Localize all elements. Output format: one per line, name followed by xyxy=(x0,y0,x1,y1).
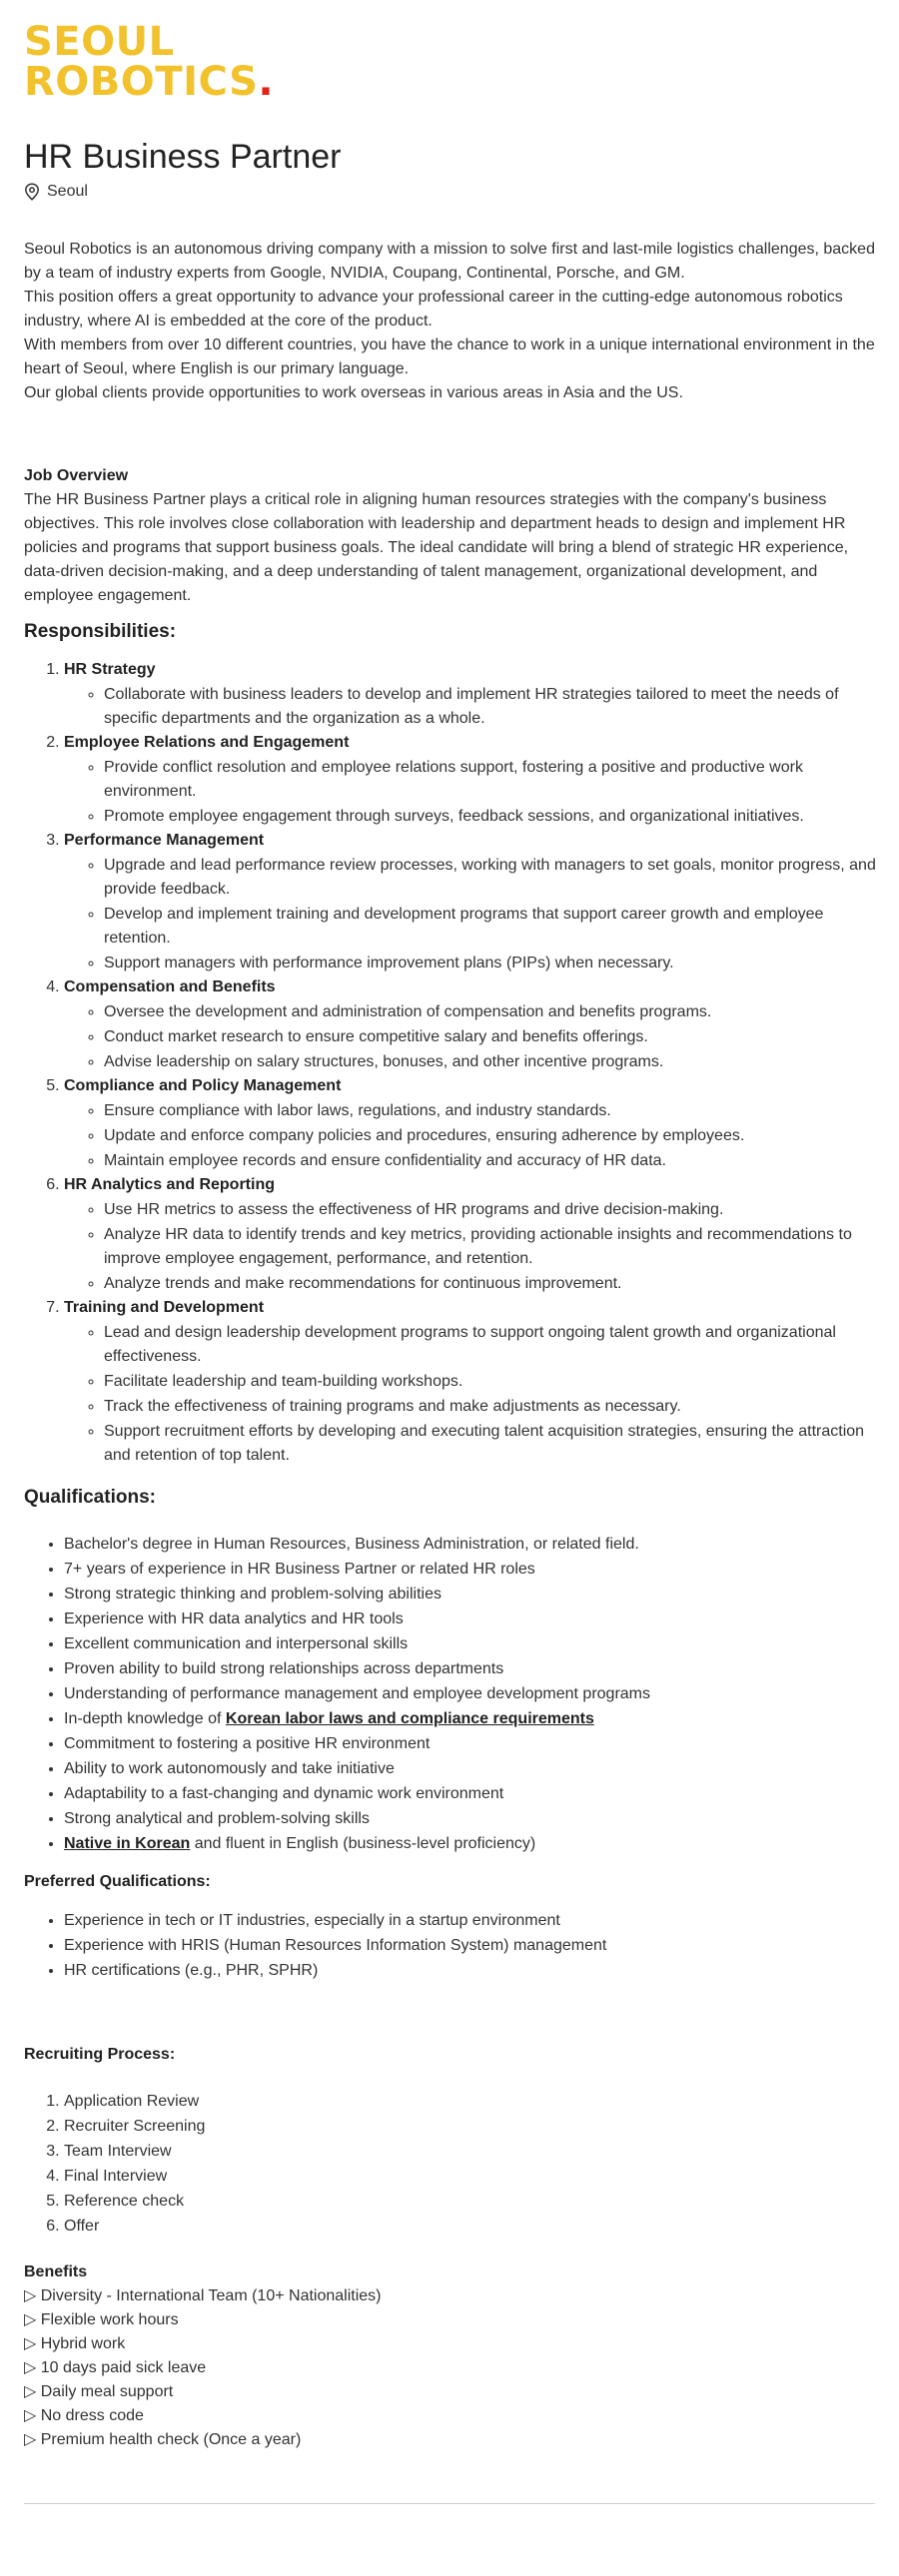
location-text: Seoul xyxy=(47,183,88,200)
benefit-item: ▷ Flexible work hours xyxy=(24,2311,179,2328)
responsibility-title: Compliance and Policy Management xyxy=(64,1077,342,1094)
responsibility-title: HR Analytics and Reporting xyxy=(64,1176,275,1193)
korean-labor-laws-link[interactable]: Korean labor laws and compliance requirements xyxy=(225,1710,594,1727)
recruiting-step: 4. Final Interview xyxy=(64,2165,885,2189)
benefit-item: ▷ Premium health check (Once a year) xyxy=(24,2431,302,2448)
responsibility-title: Performance Management xyxy=(64,832,265,849)
responsibilities-list xyxy=(24,658,885,1468)
recruiting-step: 3. Team Interview xyxy=(64,2140,885,2164)
responsibility-point: ◦ Update and enforce company policies and procedures, ensuring adherence by employees. xyxy=(104,1124,885,1148)
intro-paragraph: Seoul Robotics is an autonomous driving company with a mission to solve first and last-mile logistics challenges, backed by a team of industry experts from Google, NVIDIA, Coupang, Continental, Porsche, and GM. xyxy=(24,241,875,282)
preferred-qualifications-list xyxy=(24,1909,885,1983)
responsibility-point: ◦ Upgrade and lead performance review processes, working with managers to set goals, monitor progress, and provide feedback. xyxy=(104,854,885,902)
benefit-item: ▷ Daily meal support xyxy=(24,2383,174,2400)
footer-divider xyxy=(24,2503,875,2504)
responsibility-item xyxy=(64,1173,885,1296)
intro-paragraph: Our global clients provide opportunities to work overseas in various areas in Asia and the US. xyxy=(24,384,683,401)
benefit-item: ▷ Hybrid work xyxy=(24,2335,126,2352)
preferred-qualification-item: • HR certifications (e.g., PHR, SPHR) xyxy=(64,1959,885,1983)
logo-line-1: SEOUL xyxy=(24,19,175,65)
responsibility-point: ◦ Develop and implement training and development programs that support career growth and employee retention. xyxy=(104,903,885,951)
responsibility-title: Training and Development xyxy=(64,1299,265,1316)
preferred-qualification-item: • Experience in tech or IT industries, especially in a startup environment xyxy=(64,1909,885,1933)
qualification-item: • Experience with HR data analytics and HR tools xyxy=(64,1608,885,1631)
responsibility-title: Employee Relations and Engagement xyxy=(64,734,350,751)
qualification-item xyxy=(64,1707,885,1731)
recruiting-step: 1. Application Review xyxy=(64,2090,885,2114)
benefit-item: ▷ 10 days paid sick leave xyxy=(24,2359,207,2376)
recruiting-step: 6. Offer xyxy=(64,2215,885,2239)
job-overview-text: The HR Business Partner plays a critical role in aligning human resources strategies with the company's business objectives. This role involves close collaboration with leadership and department heads to design and implement HR policies and programs that support business goals. The ideal candidate will bring a blend of strategic HR experience, data-driven decision-making, and a deep understanding of talent management, organizational development, and employee engagement. xyxy=(24,491,849,604)
recruiting-step: 2. Recruiter Screening xyxy=(64,2115,885,2139)
responsibility-point: ◦ Conduct market research to ensure competitive salary and benefits offerings. xyxy=(104,1025,885,1049)
responsibility-item xyxy=(64,1074,885,1173)
responsibility-point: ◦ Provide conflict resolution and employee relations support, fostering a positive and productive work environment. xyxy=(104,756,885,804)
qualification-item: • Proven ability to build strong relationships across departments xyxy=(64,1657,885,1681)
responsibility-item xyxy=(64,658,885,731)
responsibility-point: ◦ Lead and design leadership development programs to support ongoing talent growth and organizational effectiveness. xyxy=(104,1321,885,1369)
qualifications-list xyxy=(24,1533,885,1856)
responsibilities-heading: Responsibilities: xyxy=(24,621,177,642)
preferred-qualification-item: • Experience with HRIS (Human Resources Information System) management xyxy=(64,1934,885,1958)
qualification-item: • Strong analytical and problem-solving skills xyxy=(64,1807,885,1831)
job-location xyxy=(24,183,88,201)
benefits-heading: Benefits xyxy=(24,2263,88,2280)
intro-paragraph: This position offers a great opportunity to advance your professional career in the cutting-edge autonomous robotics industry, where AI is embedded at the core of the product. xyxy=(24,289,843,329)
responsibility-point: ◦ Support managers with performance improvement plans (PIPs) when necessary. xyxy=(104,952,885,975)
intro-paragraph: With members from over 10 different countries, you have the chance to work in a unique international environment in the heart of Seoul, where English is our primary language. xyxy=(24,336,875,377)
qualification-text: and fluent in English (business-level proficiency) xyxy=(190,1835,536,1852)
qualification-item: • Commitment to fostering a positive HR environment xyxy=(64,1732,885,1756)
responsibility-item xyxy=(64,731,885,829)
qualification-item: • Adaptability to a fast-changing and dynamic work environment xyxy=(64,1782,885,1806)
recruiting-step: 5. Reference check xyxy=(64,2190,885,2214)
qualification-item: • 7+ years of experience in HR Business Partner or related HR roles xyxy=(64,1558,885,1582)
job-title: HR Business Partner xyxy=(24,138,342,176)
qualifications-heading: Qualifications: xyxy=(24,1487,156,1508)
responsibility-point: ◦ Collaborate with business leaders to develop and implement HR strategies tailored to meet the needs of specific departments and the organization as a whole. xyxy=(104,683,885,731)
responsibility-item xyxy=(64,1296,885,1468)
responsibility-point: ◦ Analyze trends and make recommendations for continuous improvement. xyxy=(104,1272,885,1296)
responsibility-item xyxy=(64,975,885,1074)
responsibility-point: ◦ Support recruitment efforts by developing and executing talent acquisition strategies, ensuring the attraction and retention of top talent. xyxy=(104,1420,885,1468)
qualification-item: • Excellent communication and interpersonal skills xyxy=(64,1632,885,1656)
qualification-item: • Ability to work autonomously and take initiative xyxy=(64,1757,885,1781)
logo-line-2-text: ROBOTICS xyxy=(24,59,259,105)
responsibility-point: ◦ Use HR metrics to assess the effectiveness of HR programs and drive decision-making. xyxy=(104,1198,885,1222)
preferred-qualifications-heading: Preferred Qualifications: xyxy=(24,1873,211,1890)
responsibility-point: ◦ Oversee the development and administration of compensation and benefits programs. xyxy=(104,1000,885,1024)
responsibility-point: ◦ Advise leadership on salary structures, bonuses, and other incentive programs. xyxy=(104,1050,885,1074)
logo-dot: . xyxy=(258,59,275,105)
responsibility-point: ◦ Analyze HR data to identify trends and key metrics, providing actionable insights and recommendations to improve employee engagement, performance, and retention. xyxy=(104,1223,885,1271)
recruiting-process-list xyxy=(24,2090,885,2239)
responsibility-point: ◦ Promote employee engagement through surveys, feedback sessions, and organizational initiatives. xyxy=(104,805,885,829)
location-pin-icon xyxy=(24,183,40,201)
job-description xyxy=(24,238,885,2452)
responsibility-point: ◦ Track the effectiveness of training programs and make adjustments as necessary. xyxy=(104,1395,885,1419)
qualification-item: • Bachelor's degree in Human Resources, Business Administration, or related field. xyxy=(64,1533,885,1557)
responsibility-point: ◦ Maintain employee records and ensure confidentiality and accuracy of HR data. xyxy=(104,1149,885,1173)
native-in-korean-link[interactable]: Native in Korean xyxy=(64,1835,191,1852)
responsibility-title: Compensation and Benefits xyxy=(64,978,276,995)
responsibility-title: HR Strategy xyxy=(64,661,156,678)
responsibility-point: ◦ Ensure compliance with labor laws, regulations, and industry standards. xyxy=(104,1099,885,1123)
logo-line-2 xyxy=(24,59,275,105)
responsibility-item xyxy=(64,829,885,975)
qualification-text: In-depth knowledge of xyxy=(64,1710,226,1727)
qualification-item: • Strong strategic thinking and problem-solving abilities xyxy=(64,1583,885,1607)
recruiting-process-heading: Recruiting Process: xyxy=(24,2046,176,2063)
job-overview-heading: Job Overview xyxy=(24,467,129,484)
responsibility-point: ◦ Facilitate leadership and team-building workshops. xyxy=(104,1370,885,1394)
qualification-item xyxy=(64,1832,885,1856)
company-logo[interactable] xyxy=(24,19,275,105)
benefit-item: ▷ No dress code xyxy=(24,2407,144,2424)
qualification-item: • Understanding of performance management and employee development programs xyxy=(64,1682,885,1706)
benefit-item: ▷ Diversity - International Team (10+ Nationalities) xyxy=(24,2287,382,2304)
